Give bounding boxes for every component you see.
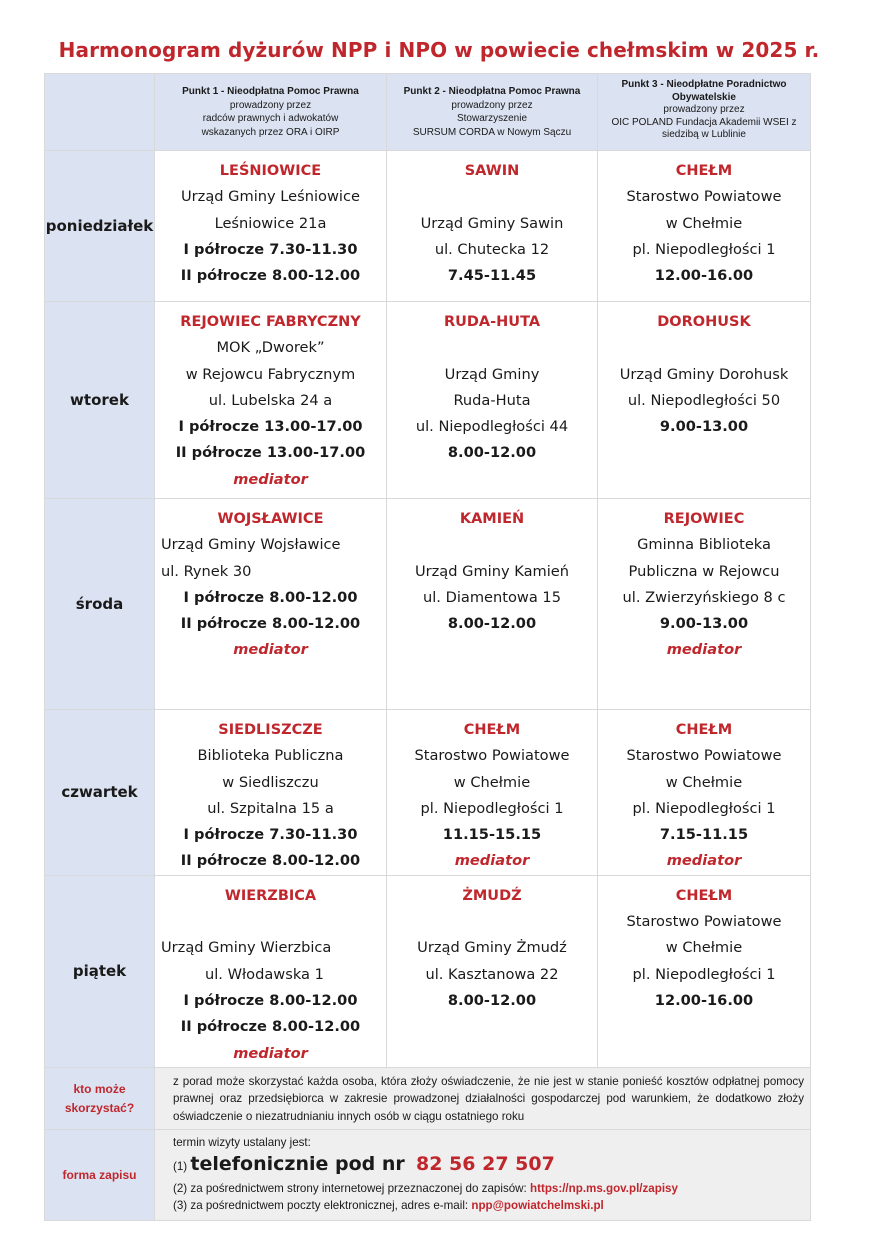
punkt-2-line: SURSUM CORDA w Nowym Sączu xyxy=(412,126,572,138)
hours: 9.00-13.00 xyxy=(659,615,749,633)
form-option-phone xyxy=(173,1151,804,1180)
phone-label: telefonicznie pod nr xyxy=(190,1153,405,1176)
hours: 7.15-11.15 xyxy=(659,826,749,844)
who-label xyxy=(45,1067,155,1130)
duty-cell xyxy=(155,875,387,1067)
location-name: CHEŁM xyxy=(675,722,733,738)
address-line: Gminna Biblioteka xyxy=(637,536,771,554)
hours: II półrocze 13.00-17.00 xyxy=(175,444,366,462)
location-name: REJOWIEC xyxy=(663,511,745,527)
address-line: w Siedliszczu xyxy=(222,773,319,791)
hours: I półrocze 8.00-12.00 xyxy=(183,991,358,1009)
day-label: piątek xyxy=(45,875,155,1067)
address-line: Starostwo Powiatowe xyxy=(626,913,782,931)
address-line: w Chełmie xyxy=(665,773,743,791)
address-line: Urząd Gminy Żmudź xyxy=(417,939,567,957)
duty-cell xyxy=(387,710,598,876)
mediator-label: mediator xyxy=(666,852,742,870)
row-monday xyxy=(45,151,811,302)
location-name: SIEDLISZCZE xyxy=(218,722,323,738)
address-line: ul. Chutecka 12 xyxy=(434,240,550,258)
address-line: Urząd Gminy Sawin xyxy=(420,214,564,232)
page-title: Harmonogram dyżurów NPP i NPO w powiecie chełmskim w 2025 r. xyxy=(58,38,820,62)
punkt-1-line: radców prawnych i adwokatów xyxy=(202,113,339,124)
punkt-3-name: Obywatelskie xyxy=(672,91,736,103)
who-label-line: kto może xyxy=(73,1081,126,1096)
punkt-1-line: prowadzony przez xyxy=(229,99,312,111)
address-line: ul. Szpitalna 15 a xyxy=(207,799,334,817)
duty-cell xyxy=(387,151,598,302)
duty-cell xyxy=(598,302,811,499)
hours: II półrocze 8.00-12.00 xyxy=(180,1018,361,1036)
day-label: poniedziałek xyxy=(45,151,155,302)
address-line: Ruda-Huta xyxy=(453,391,531,409)
hours: 9.00-13.00 xyxy=(659,418,749,436)
duty-cell xyxy=(387,499,598,710)
header-punkt-1 xyxy=(155,74,387,151)
registration-link[interactable]: https://np.ms.gov.pl/zapisy xyxy=(530,1182,678,1196)
day-label: wtorek xyxy=(45,302,155,499)
who-label-line: skorzystać? xyxy=(64,1100,135,1115)
punkt-2-name: Punkt 2 - Nieodpłatna Pomoc Prawna xyxy=(403,86,581,97)
day-label: środa xyxy=(45,499,155,710)
hours: I półrocze 7.30-11.30 xyxy=(183,826,358,844)
address-line: Leśniowice 21a xyxy=(214,214,327,232)
address-line: Starostwo Powiatowe xyxy=(626,188,782,206)
location-name: LEŚNIOWICE xyxy=(219,163,322,179)
form-label: forma zapisu xyxy=(45,1130,155,1221)
address-line: ul. Zwierzyńskiego 8 c xyxy=(622,588,786,606)
address-line: Biblioteka Publiczna xyxy=(197,747,344,765)
hours: I półrocze 7.30-11.30 xyxy=(183,240,358,258)
address-line: Starostwo Powiatowe xyxy=(414,747,570,765)
hours: 8.00-12.00 xyxy=(447,991,537,1009)
duty-cell xyxy=(155,302,387,499)
hours: I półrocze 13.00-17.00 xyxy=(178,418,363,436)
mediator-label: mediator xyxy=(233,641,308,659)
location-name: RUDA-HUTA xyxy=(443,314,541,330)
location-name: SAWIN xyxy=(464,163,520,179)
hours: 11.15-15.15 xyxy=(442,826,542,844)
address-line: Urząd Gminy Dorohusk xyxy=(619,365,789,383)
address-line: ul. Diamentowa 15 xyxy=(423,588,561,606)
form-details xyxy=(155,1130,811,1221)
address-line: ul. Kasztanowa 22 xyxy=(425,965,559,983)
form-option-email xyxy=(173,1197,804,1214)
location-name: REJOWIEC FABRYCZNY xyxy=(180,314,361,330)
who-text: z porad może skorzystać każda osoba, która złoży oświadczenie, że nie jest w stanie ponieść kosztów odpłatnej pomocy prawnej oraz przedsiębiorca w zakresie prowadzonej działalności gospodarczej pod warunkiem, że dodatkowo złoży oświadczenie o niezatrudnianiu innych osób w ciągu ostatniego roku xyxy=(155,1067,811,1130)
address-line: Urząd Gminy Wojsławice xyxy=(161,536,341,554)
hours: 7.45-11.45 xyxy=(447,267,537,285)
hours: II półrocze 8.00-12.00 xyxy=(180,267,361,285)
hours: 8.00-12.00 xyxy=(447,615,537,633)
duty-cell xyxy=(598,499,811,710)
phone-number: 82 56 27 507 xyxy=(416,1153,555,1176)
duty-cell xyxy=(598,151,811,302)
row-who xyxy=(45,1067,811,1130)
address-line: pl. Niepodległości 1 xyxy=(632,965,776,983)
location-name: WIERZBICA xyxy=(224,887,317,904)
address-line: Urząd Gminy Wierzbica xyxy=(161,939,332,957)
punkt-2-line: Stowarzyszenie xyxy=(456,113,528,124)
address-line: Urząd Gminy xyxy=(444,365,540,383)
address-line: ul. Włodawska 1 xyxy=(205,965,324,983)
address-line: ul. Rynek 30 xyxy=(161,562,252,580)
location-name: CHEŁM xyxy=(675,887,733,904)
form-option-web xyxy=(173,1180,804,1197)
hours: 8.00-12.00 xyxy=(447,444,537,462)
hours: I półrocze 8.00-12.00 xyxy=(183,588,358,606)
address-line: ul. Niepodległości 50 xyxy=(627,391,781,409)
option-number: (1) xyxy=(173,1160,188,1174)
row-form xyxy=(45,1130,811,1221)
punkt-3-line: siedzibą w Lublinie xyxy=(662,129,746,140)
address-line: pl. Niepodległości 1 xyxy=(420,799,564,817)
mediator-label: mediator xyxy=(666,641,742,659)
punkt-3-name: Punkt 3 - Nieodpłatne Poradnictwo xyxy=(621,79,787,90)
address-line: w Rejowcu Fabrycznym xyxy=(185,365,356,383)
address-line: Urząd Gminy Kamień xyxy=(414,562,570,580)
duty-cell xyxy=(598,875,811,1067)
duty-cell xyxy=(387,875,598,1067)
duty-cell xyxy=(155,710,387,876)
form-intro: termin wizyty ustalany jest: xyxy=(173,1136,311,1150)
header-punkt-3 xyxy=(598,74,811,151)
address-line: Publiczna w Rejowcu xyxy=(628,562,780,580)
duty-cell xyxy=(155,151,387,302)
schedule-table xyxy=(44,73,811,1221)
header-punkt-2 xyxy=(387,74,598,151)
mediator-label: mediator xyxy=(454,852,530,870)
location-name: DOROHUSK xyxy=(657,314,751,330)
address-line: MOK „Dworek” xyxy=(216,339,325,357)
duty-cell xyxy=(387,302,598,499)
address-line: ul. Lubelska 24 a xyxy=(208,391,333,409)
header-row xyxy=(45,74,811,151)
location-name: CHEŁM xyxy=(675,163,733,179)
duty-cell xyxy=(155,499,387,710)
row-thursday xyxy=(45,710,811,876)
punkt-1-line: wskazanych przez ORA i OIRP xyxy=(201,126,340,138)
location-name: ŻMUDŹ xyxy=(462,887,522,904)
duty-cell xyxy=(598,710,811,876)
punkt-2-line: prowadzony przez xyxy=(451,99,533,111)
address-line: w Chełmie xyxy=(665,939,743,957)
hours: 12.00-16.00 xyxy=(654,267,754,285)
header-corner xyxy=(45,74,155,151)
address-line: pl. Niepodległości 1 xyxy=(632,799,776,817)
mediator-label: mediator xyxy=(233,1044,308,1062)
location-name: WOJSŁAWICE xyxy=(217,511,324,527)
hours: II półrocze 8.00-12.00 xyxy=(180,852,361,870)
day-label: czwartek xyxy=(45,710,155,876)
punkt-3-line: OIC POLAND Fundacja Akademii WSEI z xyxy=(611,116,797,128)
punkt-1-name: Punkt 1 - Nieodpłatna Pomoc Prawna xyxy=(182,86,359,97)
row-wednesday xyxy=(45,499,811,710)
option-text: (3) za pośrednictwem poczty elektronicznej, adres e-mail: xyxy=(173,1199,469,1213)
location-name: CHEŁM xyxy=(463,722,521,738)
hours: 12.00-16.00 xyxy=(654,991,754,1009)
address-line: Starostwo Powiatowe xyxy=(626,747,782,765)
row-tuesday xyxy=(45,302,811,499)
location-name: KAMIEŃ xyxy=(459,511,525,527)
address-line: w Chełmie xyxy=(665,214,743,232)
mediator-label: mediator xyxy=(233,470,308,488)
address-line: pl. Niepodległości 1 xyxy=(632,240,776,258)
punkt-3-line: prowadzony przez xyxy=(663,104,745,115)
address-line: Urząd Gminy Leśniowice xyxy=(181,188,360,206)
hours: II półrocze 8.00-12.00 xyxy=(180,615,361,633)
row-friday xyxy=(45,875,811,1067)
option-text: (2) za pośrednictwem strony internetowej przeznaczonej do zapisów: xyxy=(173,1182,527,1196)
address-line: ul. Niepodległości 44 xyxy=(415,418,569,436)
email-link[interactable]: npp@powiatchelmski.pl xyxy=(471,1199,604,1213)
address-line: w Chełmie xyxy=(453,773,531,791)
